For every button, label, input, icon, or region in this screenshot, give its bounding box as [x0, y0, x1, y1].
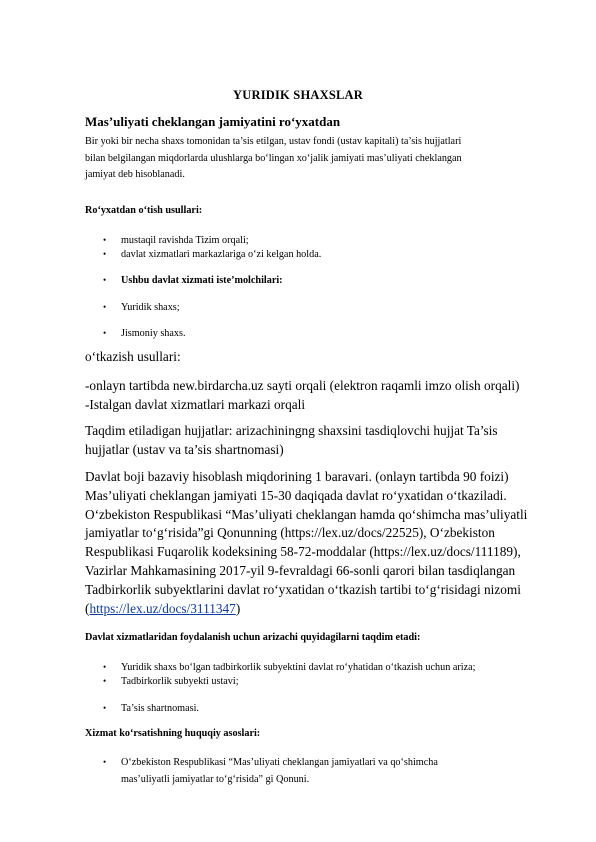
paren-close: ): [235, 600, 241, 616]
legal-line: O‘zbekiston Respublikasi “Mas’uliyati cheklangan jamiyatlari va qo‘shimcha: [121, 757, 438, 768]
documents-line: hujjatlar (ustav va ta’sis shartnomasi): [85, 441, 284, 457]
legal-line: mas’uliyatli jamiyatlar to‘g‘risida” gi Qonuni.: [121, 773, 310, 785]
documents-line: Taqdim etiladigan hujjatlar: arizachiningng shaxsini tasdiqlovchi hujjat Ta’sis: [85, 423, 498, 438]
bullet-icon: •: [103, 662, 107, 672]
intro-paragraph: [85, 134, 462, 184]
list-item: Tadbirkorlik subyekti ustavi;: [121, 676, 239, 687]
section-title: Mas’uliyati cheklangan jamiyatini ro‘yxatdan: [85, 114, 341, 129]
fee-link-line: [85, 600, 527, 619]
list-item: Ta’sis shartnomasi.: [121, 703, 199, 714]
participants-heading: Ushbu davlat xizmati iste’molchilari:: [121, 275, 283, 286]
list-item: davlat xizmatlari markazlariga o‘zi kelgan holda.: [121, 249, 322, 260]
fee-line: Mas’uliyati cheklangan jamiyati 15-30 daqiqada davlat ro‘yxatidan o‘tkaziladi.: [85, 487, 507, 503]
list-item: Jismoniy shaxs.: [121, 328, 186, 339]
bullet-icon: •: [103, 703, 107, 713]
list-item: mustaqil ravishda Tizim orqali;: [121, 235, 249, 246]
documents-block: [85, 422, 498, 460]
lex-link[interactable]: https://lex.uz/docs/3111347: [89, 600, 236, 616]
bullet-icon: •: [103, 249, 107, 259]
bullet-icon: •: [103, 302, 107, 312]
methods-heading: o‘tkazish usullari:: [85, 349, 181, 364]
bullet-icon: •: [103, 275, 107, 285]
fee-line: Davlat boji bazaviy hisoblash miqdorining 1 baravari. (onlayn tartibda 90 foizi): [85, 469, 509, 484]
bullet-icon: •: [103, 235, 107, 245]
legal-heading: Xizmat ko‘rsatishning huquqiy asoslari:: [85, 728, 261, 739]
page-title: YURIDIK SHAXSLAR: [233, 88, 363, 102]
bullet-icon: •: [103, 676, 107, 686]
intro-line: jamiyat deb hisoblanadi.: [85, 169, 185, 180]
intro-line: Bir yoki bir necha shaxs tomonidan ta’sis etilgan, ustav fondi (ustav kapitali) ta’sis hujjatlari: [85, 136, 462, 147]
paren-open: (: [85, 600, 90, 616]
methods-line: -Istalgan davlat xizmatlari markazi orqali: [85, 396, 306, 412]
fee-paragraph: [85, 468, 527, 618]
list-item: Yuridik shaxs bo‘lgan tadbirkorlik subyektini davlat ro‘yhatidan o‘tkazish uchun ariza;: [121, 662, 476, 673]
methods-line: -onlayn tartibda new.birdarcha.uz sayti orqali (elektron raqamli imzo olish orqali): [85, 378, 520, 393]
list-item: Yuridik shaxs;: [121, 302, 180, 313]
submit-heading: Davlat xizmatlaridan foydalanish uchun arizachi quyidagilarni taqdim etadi:: [85, 632, 421, 643]
bullet-icon: •: [103, 328, 107, 338]
methods-block: [85, 377, 519, 415]
legal-item: [121, 755, 438, 788]
fee-line: Vazirlar Mahkamasining 2017-yil 9-fevraldagi 66-sonli qarori bilan tasdiqlangan: [85, 562, 516, 578]
registration-heading: Ro‘yxatdan o‘tish usullari:: [85, 205, 203, 216]
fee-line: O‘zbekiston Respublikasi “Mas’uliyati cheklangan hamda qo‘shimcha mas’uliyatli: [85, 506, 528, 522]
fee-line: Respublikasi Fuqarolik kodeksining 58-72-moddalar (https://lex.uz/docs/111189),: [85, 544, 521, 560]
fee-line: Tadbirkorlik subyektlarini davlat ro‘yxatidan o‘tkazish tartibi to‘g‘risidagi nizomi: [85, 581, 521, 597]
fee-line: jamiyatlar to‘g‘risida”gi Qonunning (https://lex.uz/docs/22525), O‘zbekiston: [85, 525, 495, 541]
bullet-icon: •: [103, 757, 107, 767]
intro-line: bilan belgilangan miqdorlarda ulushlarga bo‘lingan xo‘jalik jamiyati mas’uliyati cheklangan: [85, 152, 462, 164]
